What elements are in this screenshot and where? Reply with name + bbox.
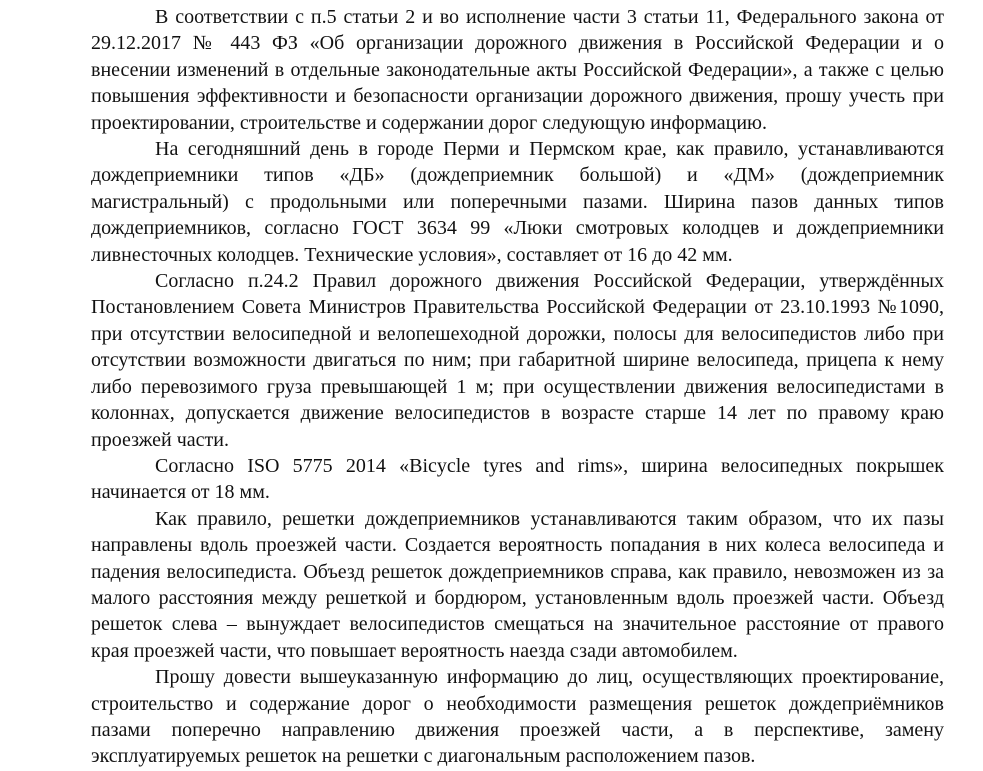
text-line: внесении изменений в отдельные законодательные акты Российской Федерации», а также с целью	[91, 58, 944, 81]
paragraph-traffic-rules	[91, 268, 944, 453]
document-body	[91, 4, 944, 770]
text-line: направлены вдоль проезжей части. Создается вероятность попадания в них колеса велосипеда и	[91, 534, 944, 557]
paragraph-request	[91, 664, 944, 770]
text-line: решеток слева – вынуждает велосипедистов смещаться на значительное расстояние от правого	[91, 613, 944, 636]
text-line: Прошу довести вышеуказанную информацию до лиц, осуществляющих проектирование,	[155, 666, 944, 689]
paragraph-grate-orientation	[91, 506, 944, 664]
text-line: Согласно п.24.2 Правил дорожного движения Российской Федерации, утверждённых	[155, 270, 944, 293]
text-line: края проезжей части, что повышает вероятность наезда сзади автомобилем.	[91, 639, 738, 662]
text-line: дождеприемников, согласно ГОСТ 3634 99 «Люки смотровых колодцев и дождеприемники	[91, 217, 944, 240]
text-line: магистральный) с продольными или поперечными пазами. Ширина пазов данных типов	[91, 190, 944, 213]
text-line: Согласно ISO 5775 2014 «Bicycle tyres and rims», ширина велосипедных покрышек	[155, 454, 944, 477]
paragraph-legal-basis	[91, 4, 944, 136]
text-line: строительство и содержание дорог о необходимости размещения решеток дождеприёмников	[91, 692, 944, 715]
text-line: при отсутствии велосипедной и велопешеходной дорожки, полосы для велосипедистов либо при	[91, 322, 944, 345]
text-line: начинается от 18 мм.	[91, 481, 270, 504]
paragraph-iso-standard	[91, 453, 944, 506]
text-line: пазами поперечно направлению движения проезжей части, а в перспективе, замену	[91, 718, 944, 741]
text-line: отсутствии возможности двигаться по ним; при габаритной ширине велосипеда, прицепа к нему	[91, 349, 944, 372]
text-line: колоннах, допускается движение велосипедистов в возрасте старше 14 лет по правому краю	[91, 402, 944, 425]
text-line: проектировании, строительстве и содержании дорог следующую информацию.	[91, 111, 767, 134]
text-line: ливнесточных колодцев. Технические условия», составляет от 16 до 42 мм.	[91, 243, 733, 266]
text-line: На сегодняшний день в городе Перми и Пермском крае, как правило, устанавливаются	[155, 138, 944, 161]
paragraph-drain-types	[91, 136, 944, 268]
text-line: Как правило, решетки дождеприемников устанавливаются таким образом, что их пазы	[155, 507, 944, 530]
text-line: дождеприемники типов «ДБ» (дождеприемник большой) и «ДМ» (дождеприемник	[91, 164, 944, 187]
text-line: В соответствии с п.5 статьи 2 и во исполнение части 3 статьи 11, Федерального закона от	[155, 6, 944, 28]
text-line: Постановлением Совета Министров Правительства Российской Федерации от 23.10.1993 №1090,	[91, 296, 944, 319]
text-line: 29.12.2017 № 443 ФЗ «Об организации дорожного движения в Российской Федерации и о	[91, 32, 944, 55]
text-line: малого расстояния между решеткой и бордюром, установленным вдоль проезжей части. Объезд	[91, 586, 944, 609]
text-line: либо перевозимого груза превышающей 1 м; при осуществлении движения велосипедистами в	[91, 375, 944, 398]
text-line: проезжей части.	[91, 428, 229, 451]
text-line: эксплуатируемых решеток на решетки с диагональным расположением пазов.	[91, 745, 756, 768]
text-line: падения велосипедиста. Объезд решеток дождеприемников справа, как правило, невозможен из за	[91, 560, 944, 583]
text-line: повышения эффективности и безопасности организации дорожного движения, прошу учесть при	[91, 85, 944, 108]
